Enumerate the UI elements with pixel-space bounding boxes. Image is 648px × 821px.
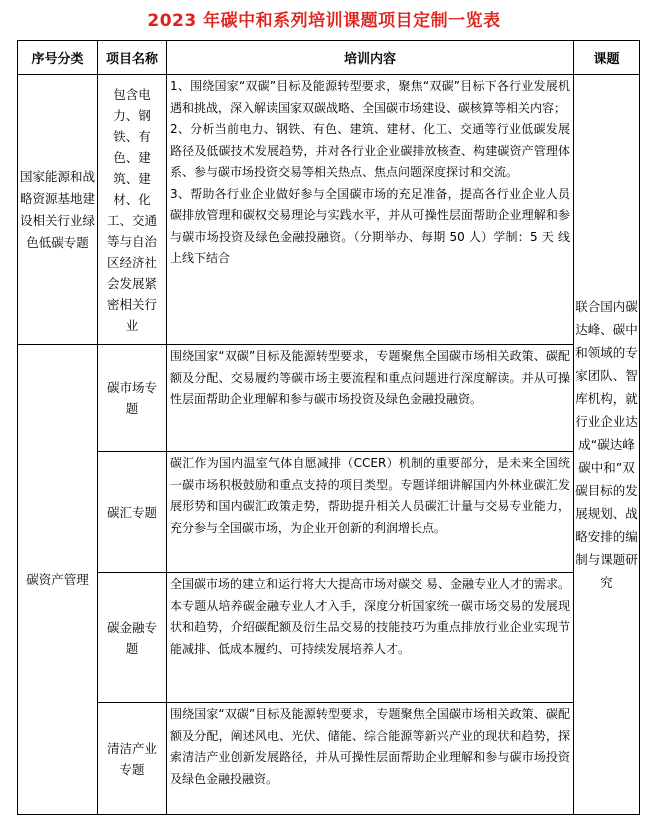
content-cell: 碳汇作为国内温室气体自愿减排（CCER）机制的重要部分，是未来全国统一碳市场积极鼓励和重点支持的项目类型。专题详细讲解国内外林业碳汇发展形势和国内碳汇政策走势，帮助提升相关人员碳汇计量与交易专业能力，充分参与全国碳市场，为企业开创新的利润增长点。	[167, 452, 574, 573]
content-cell: 围绕国家“双碳”目标及能源转型要求，专题聚焦全国碳市场相关政策、碳配额及分配、交易履约等碳市场主要流程和重点问题进行深度解读。并从可操性层面帮助企业理解和参与碳市场投资及绿色金融投融资。	[167, 345, 574, 452]
header-project: 项目名称	[98, 41, 167, 75]
table-row	[18, 573, 640, 703]
content-paragraph: 2、分析当前电力、钢铁、有色、建筑、建材、化工、交通等行业低碳发展路径及低碳技术发展趋势，并对各行业企业碳排放核查、构建碳资产管理体系、参与碳市场投资交易等相关热点、焦点问题深度探讨和交流。	[170, 122, 570, 179]
table-row	[18, 345, 640, 452]
topic-cell: 联合国内碳达峰、碳中和领域的专家团队、智库机构，就行业企业达成“碳达峰碳中和”双碳目标的发展规划、战略安排的编制与课题研究	[574, 75, 640, 815]
header-row	[18, 41, 640, 75]
header-content: 培训内容	[167, 41, 574, 75]
project-cell: 包含电力、钢铁、有色、建筑、建材、化工、交通等与自治区经济社会发展紧密相关行业	[98, 75, 167, 345]
topics-table	[17, 40, 640, 815]
category-cell: 碳资产管理	[18, 345, 98, 815]
header-category: 序号分类	[18, 41, 98, 75]
content-cell: 全国碳市场的建立和运行将大大提高市场对碳交 易、金融专业人才的需求。本专题从培养碳金融专业人才入手，深度分析国家统一碳市场交易的发展现状和趋势，介绍碳配额及衍生品交易的技能技巧为重点排放行业企业实现节能减排、低成本履约、可持续发展培养人才。	[167, 573, 574, 703]
content-paragraph: 3、帮助各行业企业做好参与全国碳市场的充足准备，提高各行业企业人员碳排放管理和碳权交易理论与实践水平，并从可操性层面帮助企业理解和参与碳市场投资及绿色金融投融资。（分期举办、每期 50 人）学制：5 天 线上线下结合	[170, 186, 570, 265]
content-cell	[167, 75, 574, 345]
header-topic: 课题	[574, 41, 640, 75]
project-cell: 清洁产业专题	[98, 703, 167, 815]
project-cell: 碳市场专题	[98, 345, 167, 452]
table-row	[18, 75, 640, 345]
table-row	[18, 452, 640, 573]
project-cell: 碳汇专题	[98, 452, 167, 573]
content-cell: 围绕国家“双碳”目标及能源转型要求，专题聚焦全国碳市场相关政策、碳配额及分配，阐述风电、光伏、储能、综合能源等新兴产业的现状和趋势，探索清洁产业创新发展路径，并从可操性层面帮助企业理解和参与碳市场投资及绿色金融投融资。	[167, 703, 574, 815]
content-paragraph: 1、围绕国家“双碳”目标及能源转型要求，聚焦“双碳”目标下各行业发展机遇和挑战，深入解读国家双碳战略、全国碳市场建设、碳核算等相关内容；	[170, 79, 570, 115]
page-title: 2023 年碳中和系列培训课题项目定制一览表	[147, 11, 501, 31]
project-cell: 碳金融专题	[98, 573, 167, 703]
category-cell: 国家能源和战略资源基地建设相关行业绿色低碳专题	[18, 75, 98, 345]
table-row	[18, 703, 640, 815]
